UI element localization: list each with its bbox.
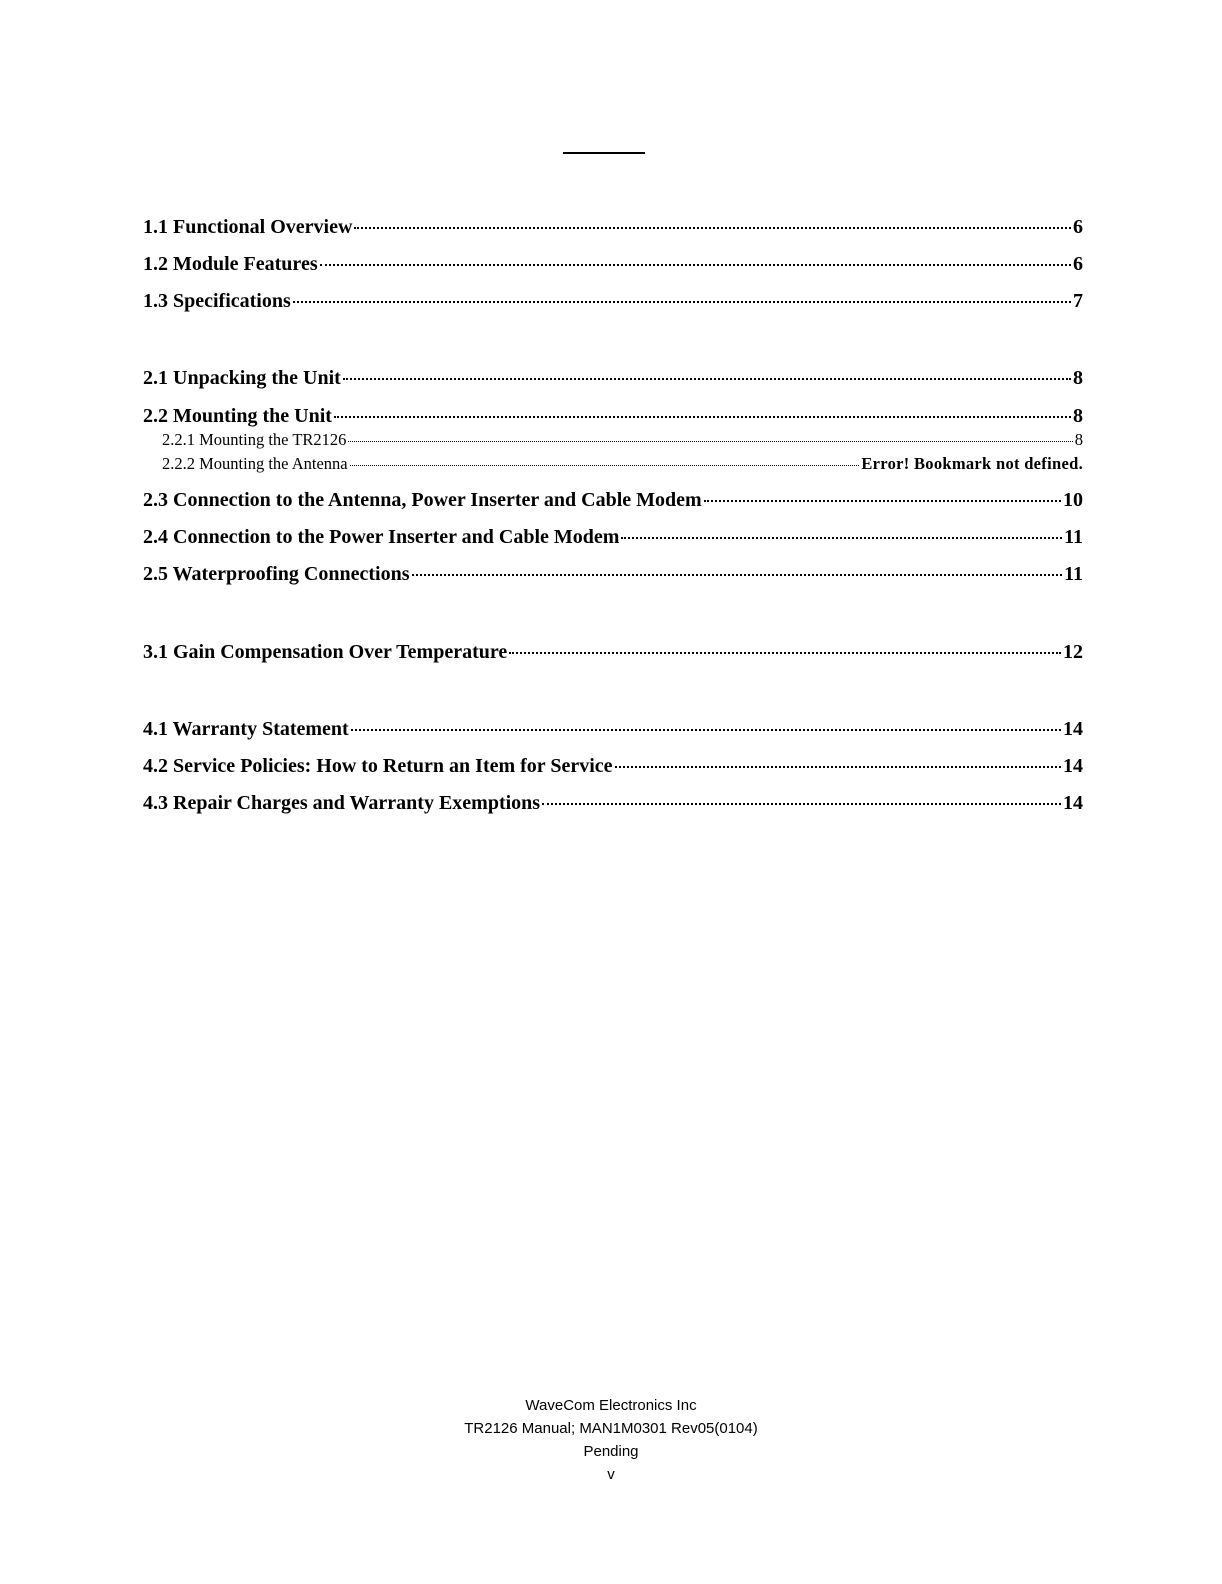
toc-entry[interactable] [143, 367, 1083, 391]
toc-entry-page: 14 [1063, 718, 1083, 740]
footer-document-id: TR2126 Manual; MAN1M0301 Rev05(0104) [464, 1420, 758, 1437]
toc-entry-label: 4.1 Warranty Statement [143, 718, 349, 740]
heading-underline [563, 152, 645, 154]
toc-entry-label: 4.2 Service Policies: How to Return an Item for Service [143, 755, 613, 777]
toc-entry[interactable] [143, 405, 1083, 429]
toc-dot-leader [542, 803, 1061, 805]
toc-entry-label: 2.3 Connection to the Antenna, Power Inserter and Cable Modem [143, 489, 702, 511]
toc-dot-leader [293, 301, 1071, 303]
toc-entry[interactable] [143, 526, 1083, 550]
toc-entry-page: 7 [1073, 290, 1083, 312]
footer-company: WaveCom Electronics Inc [525, 1397, 697, 1414]
toc-dot-leader [621, 537, 1062, 539]
toc-dot-leader [509, 652, 1061, 654]
toc-entry[interactable] [143, 641, 1083, 665]
toc-entry-page: 6 [1073, 253, 1083, 275]
page-footer [0, 1394, 1222, 1486]
toc-subentry[interactable] [143, 430, 1083, 450]
toc-dot-leader [615, 766, 1061, 768]
toc-entry-label: 4.3 Repair Charges and Warranty Exemptions [143, 792, 541, 814]
toc-entry-label: 2.2.2 Mounting the Antenna [162, 454, 348, 473]
toc-entry-page: 14 [1063, 792, 1083, 814]
toc-entry-label: 2.1 Unpacking the Unit [143, 367, 341, 389]
toc-entry-page: 6 [1073, 216, 1083, 238]
toc-dot-leader [350, 465, 860, 466]
toc-dot-leader [320, 264, 1071, 266]
toc-dot-leader [334, 416, 1071, 418]
toc-dot-leader [351, 729, 1061, 731]
toc-entry-label: 2.2 Mounting the Unit [143, 405, 332, 427]
toc-entry-page: 8 [1074, 430, 1083, 449]
toc-dot-leader [412, 574, 1063, 576]
toc-bookmark-error: Error! Bookmark not defined. [861, 454, 1083, 473]
toc-entry-page: 10 [1063, 489, 1083, 511]
toc-dot-leader [354, 227, 1071, 229]
toc-entry-page: 8 [1073, 405, 1083, 427]
toc-entry[interactable] [143, 755, 1083, 779]
toc-entry-label: 2.5 Waterproofing Connections [143, 563, 410, 585]
toc-entry-label: 2.4 Connection to the Power Inserter and Cable Modem [143, 526, 620, 548]
toc-entry-label: 1.1 Functional Overview [143, 216, 353, 238]
toc-entry[interactable] [143, 563, 1083, 587]
toc-dot-leader [343, 378, 1071, 380]
footer-status: Pending [583, 1443, 639, 1460]
toc-entry-label: 1.2 Module Features [143, 253, 318, 275]
toc-entry[interactable] [143, 792, 1083, 816]
toc-entry[interactable] [143, 253, 1083, 277]
toc-subentry[interactable] [143, 454, 1083, 474]
toc-entry[interactable] [143, 290, 1083, 314]
toc-entry-page: 12 [1063, 641, 1083, 663]
toc-dot-leader [348, 441, 1072, 442]
toc-entry[interactable] [143, 718, 1083, 742]
toc-entry-label: 3.1 Gain Compensation Over Temperature [143, 641, 508, 663]
toc-entry-page: 11 [1064, 563, 1083, 585]
toc-entry-page: 8 [1073, 367, 1083, 389]
toc-entry-page: 14 [1063, 755, 1083, 777]
toc-entry-page: 11 [1064, 526, 1083, 548]
toc-entry-label: 2.2.1 Mounting the TR2126 [162, 430, 347, 449]
toc-entry[interactable] [143, 489, 1083, 513]
footer-page-number: v [607, 1466, 615, 1483]
toc-entry[interactable] [143, 216, 1083, 240]
toc-dot-leader [704, 500, 1061, 502]
toc-entry-label: 1.3 Specifications [143, 290, 291, 312]
